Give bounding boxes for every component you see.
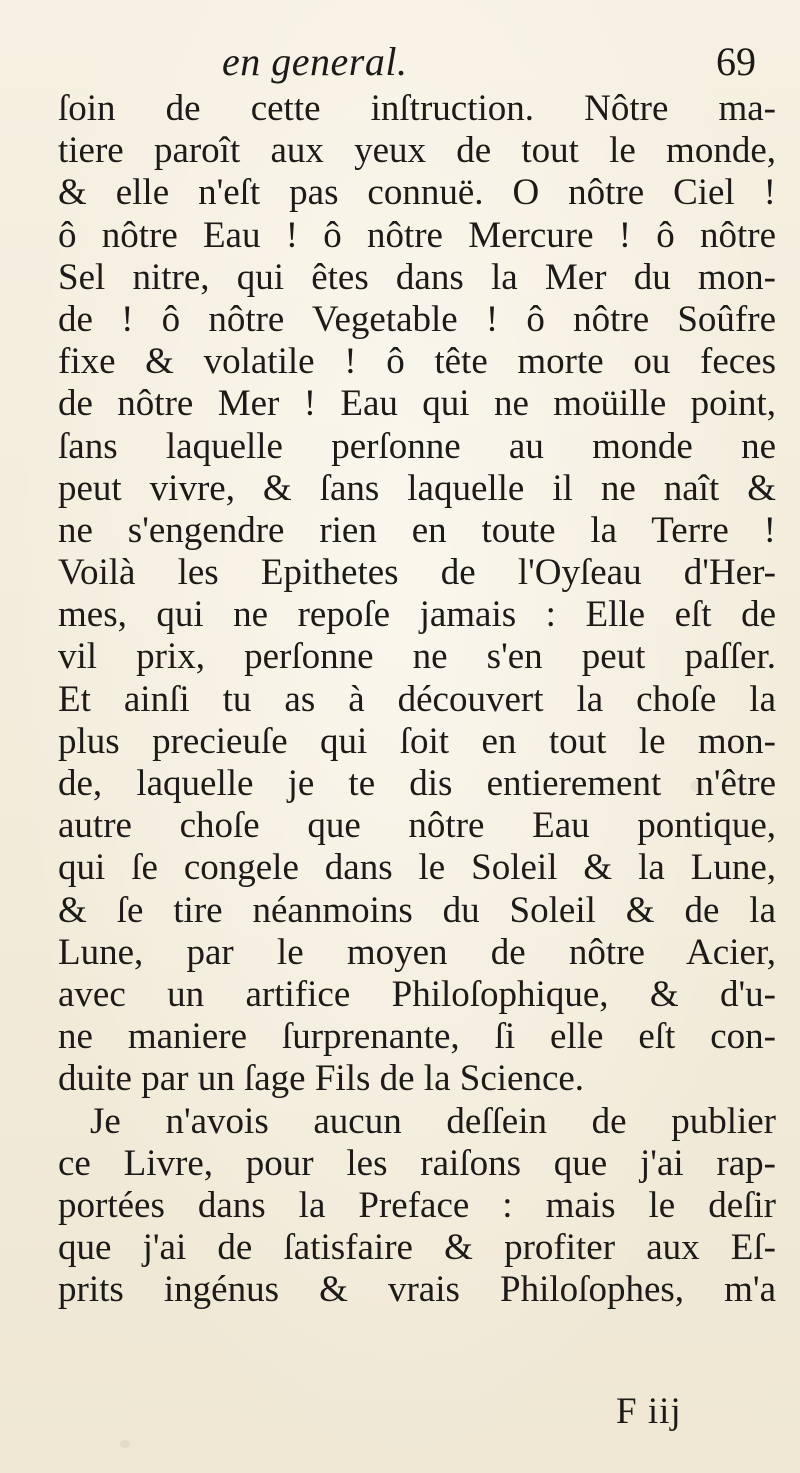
- text-line: mes, qui ne repoſe jamais : Elle eſt de: [58, 594, 776, 636]
- page-number: 69: [716, 39, 756, 84]
- text-line: vil prix, perſonne ne s'en peut paſſer.: [58, 636, 776, 678]
- text-line: que j'ai de ſatisfaire & profiter aux Eſ-: [58, 1227, 776, 1269]
- text-line: peut vivre, & ſans laquelle il ne naît &: [58, 467, 776, 509]
- text-line: de, laquelle je te dis entierement n'être: [58, 763, 776, 804]
- page-header: [0, 38, 800, 88]
- text-line: Et ainſi tu as à découvert la choſe la: [58, 678, 776, 720]
- text-line: ne s'engendre rien en toute la Terre !: [58, 509, 776, 551]
- paragraph-1: [58, 88, 776, 1101]
- paper-stain: [120, 1440, 130, 1448]
- text-line: prits ingénus & vrais Philoſophes, m'a: [58, 1269, 776, 1311]
- signature-mark: F iij: [616, 1391, 682, 1432]
- text-line: tiere paroît aux yeux de tout le monde,: [58, 130, 776, 172]
- text-line: & elle n'eſt pas connuë. O nôtre Ciel !: [58, 172, 776, 214]
- text-line: fixe & volatile ! ô tête morte ou feces: [58, 341, 776, 383]
- text-line: ce Livre, pour les raiſons que j'ai rap-: [58, 1142, 776, 1184]
- text-line: Je n'avois aucun deſſein de publier: [90, 1100, 776, 1142]
- text-line: Lune, par le moyen de nôtre Acier,: [58, 931, 776, 973]
- text-line: Sel nitre, qui êtes dans la Mer du mon-: [58, 256, 776, 298]
- paragraph-2: [58, 1101, 776, 1312]
- text-line: ô nôtre Eau ! ô nôtre Mercure ! ô nôtre: [58, 214, 776, 256]
- text-line: avec un artifice Philoſophique, & d'u-: [58, 973, 776, 1015]
- text-line: autre choſe que nôtre Eau pontique,: [58, 805, 776, 847]
- text-line: plus precieuſe qui ſoit en tout le mon-: [58, 720, 776, 762]
- text-line: de ! ô nôtre Vegetable ! ô nôtre Soûfre: [58, 298, 776, 340]
- text-line: portées dans la Preface : mais le deſir: [58, 1184, 776, 1226]
- text-line: ſans laquelle perſonne au monde ne: [58, 425, 776, 467]
- text-line: Voilà les Epithetes de l'Oyſeau d'Her-: [58, 552, 776, 594]
- text-line: ne maniere ſurprenante, ſi elle eſt con-: [58, 1016, 776, 1058]
- text-line: duite par un ſage Fils de la Science.: [58, 1058, 585, 1100]
- text-line: qui ſe congele dans le Soleil & la Lune,: [58, 847, 776, 889]
- body-text: [58, 88, 776, 1311]
- text-line: & ſe tire néanmoins du Soleil & de la: [58, 889, 776, 931]
- text-line: de nôtre Mer ! Eau qui ne moüille point,: [58, 383, 776, 425]
- running-head: en general.: [222, 39, 408, 84]
- text-line: ſoin de cette inſtruction. Nôtre ma-: [58, 88, 776, 129]
